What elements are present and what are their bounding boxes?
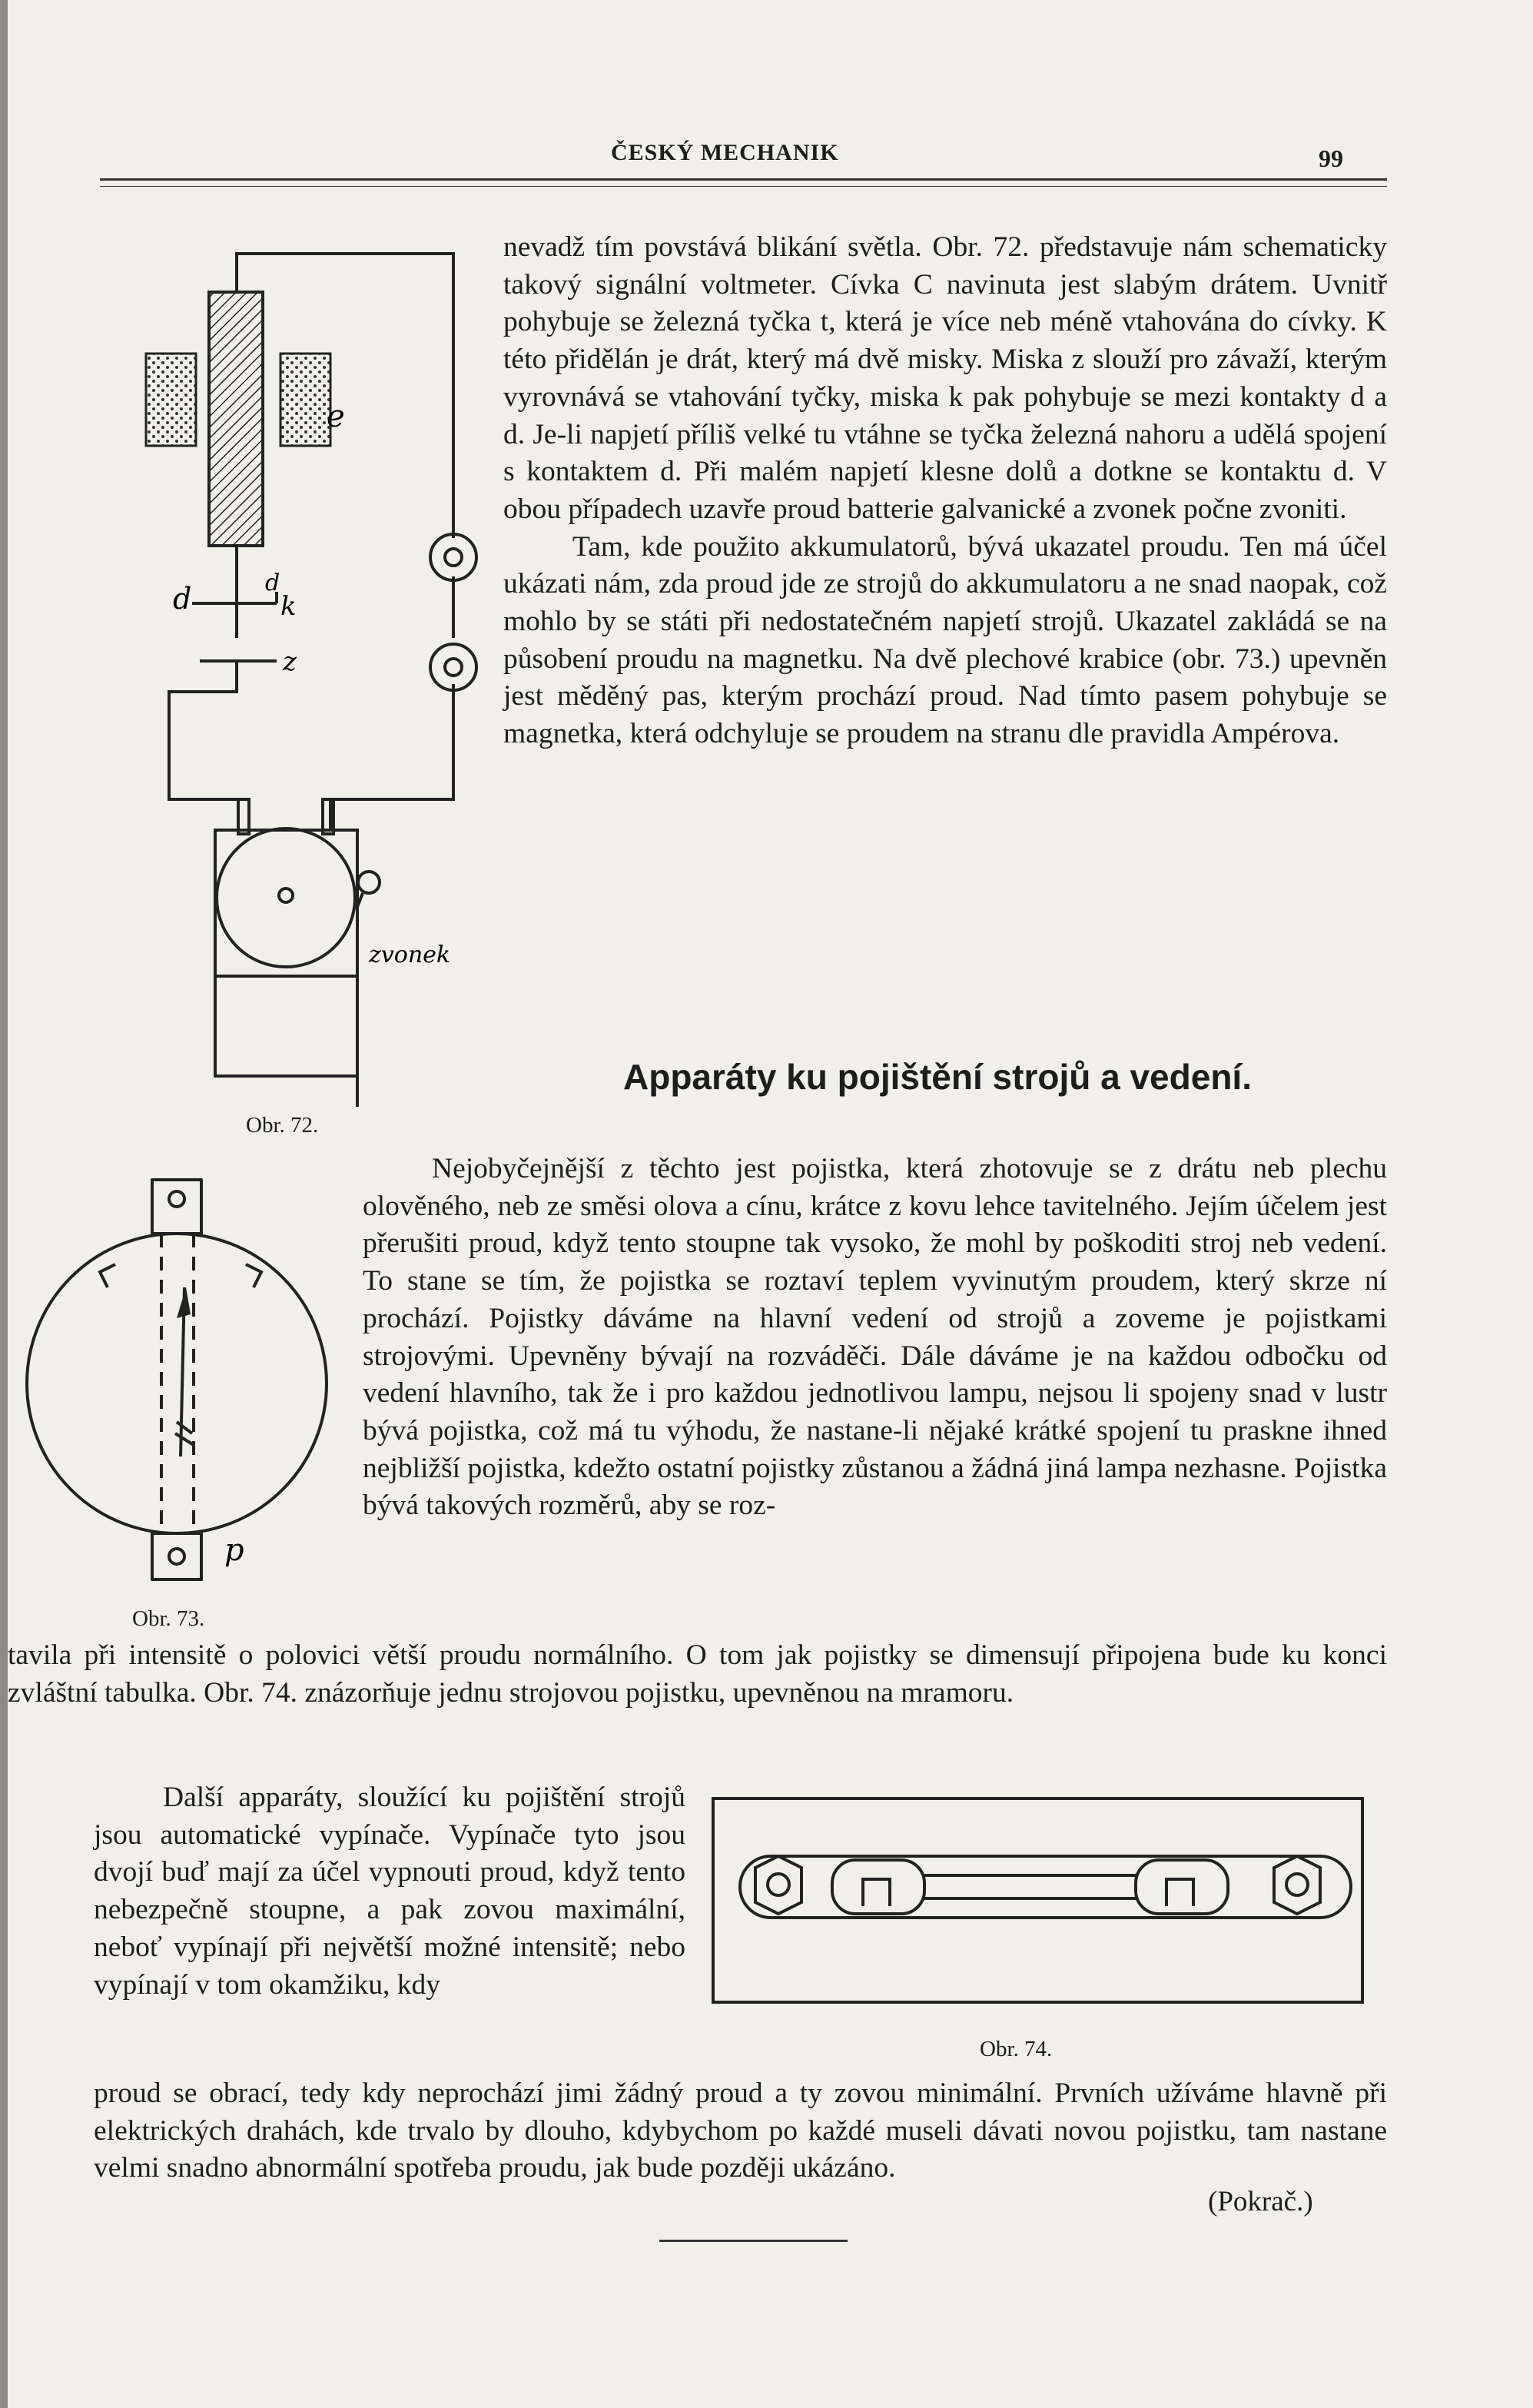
fuse-paragraph-narrow xyxy=(363,1151,1387,1525)
end-rule xyxy=(659,2240,848,2242)
paragraph-4a: Další apparáty, sloužící ku pojištění strojů jsou automatické vypínače. Vypínače tyto jsou dvojí buď mají za účel vypnouti proud, když tento nebezpečně stoupne, a pak zovou maximální, neboť vypínají při největší možné intensitě; nebo vypínají v tom okamžiku, kdy xyxy=(94,1782,685,2001)
continued-note: (Pokrač.) xyxy=(1208,2186,1313,2217)
fig72-label-zvonek: zvonek xyxy=(369,942,451,968)
figure-74-caption: Obr. 74. xyxy=(980,2037,1053,2061)
figure-73-current-indicator xyxy=(23,1164,346,1595)
fig72-label-z: z xyxy=(283,646,297,677)
header-rule-thin xyxy=(100,186,1387,187)
figure-73-caption: Obr. 73. xyxy=(132,1606,205,1631)
fig72-label-d-right: d xyxy=(265,570,280,596)
switches-paragraph-narrow xyxy=(94,1779,685,2004)
figure-74-fuse-on-marble xyxy=(705,1768,1374,2021)
paragraph-1: nevadž tím povstává blikání světla. Obr. 72. představuje nám schematicky takový signální voltmeter. Cívka C navinuta jest slabým drátem. Uvnitř pohybuje se železná tyčka t, která je více neb méně vtahována do cívky. K této přidělán je drát, který má dvě misky. Miska z slouží pro závaží, kterým vyrovnává se vtahování tyčky, miska k pak pohybuje se mezi kontakty d a d. Je-li napjetí příliš velké tu vtáhne se tyčka železná nahoru a udělá spojení s kontaktem d. Při malém napjetí klesne dolů a dotkne se kontaktu d. V obou případech uzavře proud batterie galvanické a zvonek počne zvoniti. xyxy=(503,231,1387,525)
fig73-label-p: p xyxy=(224,1533,244,1568)
journal-title: ČESKÝ MECHANIK xyxy=(611,140,839,165)
coil xyxy=(146,292,345,546)
paragraph-2: Tam, kde použito akkumulatorů, bývá ukazatel proudu. Ten má účel ukázati nám, zda proud jde ze strojů do akkumulatoru a ne snad naopak, což mohlo by se státi při nedostatečném napjetí strojů. Ukazatel zakládá se na působení proudu na magnetku. Na dvě plechové krabice (obr. 73.) upevněn jest měděný pas, kterým prochází proud. Nad tímto pasem pohybuje se magnetka, která odchyluje se proudem na stranu dle pravidla Ampérova. xyxy=(503,530,1387,750)
paragraph-3b: tavila při intensitě o polovici větší proudu normálního. O tom jak pojistky se dimensují připojena bude ku konci zvláštní tabulka. Obr. 74. znázorňuje jednu strojovou pojistku, upevněnou na mramoru. xyxy=(8,1639,1387,1709)
page-scan-edge xyxy=(0,0,8,2408)
page-number: 99 xyxy=(1319,144,1343,172)
section-heading: Apparáty ku pojištění strojů a vedení. xyxy=(623,1057,1252,1097)
fig72-label-e: e xyxy=(327,399,345,434)
paragraph-4b: proud se obrací, tedy kdy neprochází jimi žádný proud a ty zovou minimální. Prvních užíváme hlavně při elektrických drahách, kde trvalo by dlouho, kdybychom po každé museli dávati novou pojistku, tam nastane velmi snadno abnormální spotřeba proudu, jak bude později ukázáno. xyxy=(94,2078,1387,2184)
switches-paragraph-wide xyxy=(94,2075,1387,2187)
fuse-paragraph-wide xyxy=(8,1637,1387,1712)
figure-72-caption: Obr. 72. xyxy=(246,1113,319,1138)
figure-72-signal-voltmeter xyxy=(123,231,523,1107)
paragraph-3a: Nejobyčejnější z těchto jest pojistka, která zhotovuje se z drátu neb plechu olověného, neb ze směsi olova a cínu, krátce z kovu lehce tavitelného. Jejím účelem jest přerušiti proud, když tento stoupne tak vysoko, že mohl by poškoditi stroj neb vedení. To stane se tím, že pojistka se roztaví teplem vyvinutým proudem, který skrze ní prochází. Pojistky dáváme na hlavní vedení od strojů a zoveme je pojistkami strojovými. Upevněny bývají na rozváděči. Dále dáváme je na každou odbočku od vedení hlavního, tak že i pro každou jednotlivou lampu, nejsou li spojeny snad v lustr bývá pojistka, což má tu výhodu, že nastane-li nějaké krátké spojení tu praskne ihned nejbližší pojistka, kdežto ostatní pojistky zůstanou a žádná jiná lampa nezhasne. Pojistka bývá takových rozměrů, aby se roz- xyxy=(363,1153,1387,1522)
fig72-label-d-left: d xyxy=(173,582,192,616)
article-right-column xyxy=(503,229,1387,753)
header-rule xyxy=(100,178,1387,181)
fig72-label-k: k xyxy=(280,591,297,622)
